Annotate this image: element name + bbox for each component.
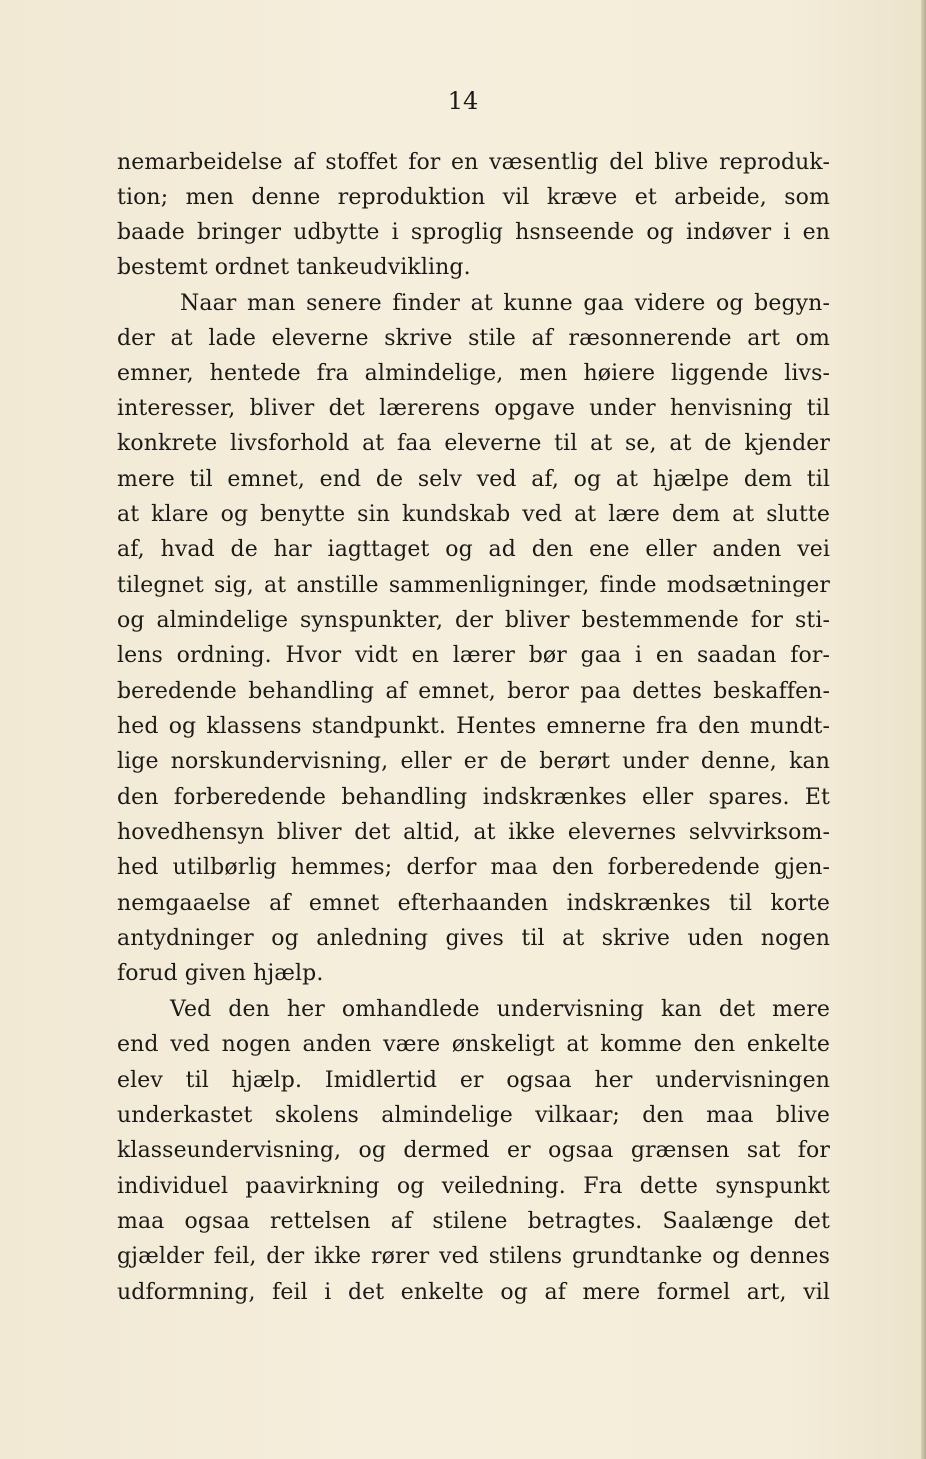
text-line: udformning, feil i det enkelte og af mere formel art, vil <box>117 1280 830 1305</box>
text-line: hovedhensyn bliver det altid, at ikke elevernes selvvirksom- <box>117 820 830 845</box>
text-line: mere til emnet, end de selv ved af, og at hjælpe dem til <box>117 467 830 492</box>
text-line: antydninger og anledning gives til at skrive uden nogen <box>117 926 830 951</box>
text-line: og almindelige synspunkter, der bliver bestemmende for sti- <box>117 608 830 633</box>
text-line: end ved nogen anden være ønskeligt at komme den enkelte <box>117 1032 830 1057</box>
text-line: konkrete livsforhold at faa eleverne til at se, at de kjender <box>117 431 830 456</box>
paragraph-first-line: Naar man senere finder at kunne gaa videre og begyn- <box>180 291 830 316</box>
paragraph-first-line: Ved den her omhandlede undervisning kan det mere <box>170 997 830 1022</box>
page-edge <box>921 0 926 1459</box>
page-number: 14 <box>447 87 479 115</box>
text-line: gjælder feil, der ikke rører ved stilens grundtanke og dennes <box>117 1244 830 1269</box>
text-line: nemgaaelse af emnet efterhaanden indskrænkes til korte <box>117 891 830 916</box>
text-line: hed og klassens standpunkt. Hentes emnerne fra den mundt- <box>117 714 830 739</box>
text-line: forud given hjælp. <box>117 961 324 986</box>
text-line: emner, hentede fra almindelige, men høiere liggende livs- <box>117 361 830 386</box>
text-line: elev til hjælp. Imidlertid er ogsaa her undervisningen <box>117 1068 830 1093</box>
text-line: lige norskundervisning, eller er de berørt under denne, kan <box>117 749 830 774</box>
text-line: af, hvad de har iagttaget og ad den ene eller anden vei <box>117 537 830 562</box>
text-line: bestemt ordnet tankeudvikling. <box>117 255 471 280</box>
text-line: tilegnet sig, at anstille sammenligninger, finde modsætninger <box>117 573 830 598</box>
text-line: klasseundervisning, og dermed er ogsaa grænsen sat for <box>117 1138 830 1163</box>
text-line: at klare og benytte sin kundskab ved at lære dem at slutte <box>117 502 830 527</box>
text-line: lens ordning. Hvor vidt en lærer bør gaa i en saadan for- <box>117 643 830 668</box>
text-line: baade bringer udbytte i sproglig hsnseende og indøver i en <box>117 220 830 245</box>
text-line: maa ogsaa rettelsen af stilene betragtes. Saalænge det <box>117 1209 830 1234</box>
text-line: individuel paavirkning og veiledning. Fra dette synspunkt <box>117 1174 830 1199</box>
text-line: beredende behandling af emnet, beror paa dettes beskaffen- <box>117 679 830 704</box>
text-line: nemarbeidelse af stoffet for en væsentlig del blive reproduk- <box>117 150 830 175</box>
text-line: den forberedende behandling indskrænkes eller spares. Et <box>117 785 830 810</box>
text-line: tion; men denne reproduktion vil kræve et arbeide, som <box>117 185 830 210</box>
text-line: der at lade eleverne skrive stile af ræsonnerende art om <box>117 326 830 351</box>
text-line: interesser, bliver det lærerens opgave under henvisning til <box>117 396 830 421</box>
text-line: underkastet skolens almindelige vilkaar; den maa blive <box>117 1103 830 1128</box>
text-line: hed utilbørlig hemmes; derfor maa den forberedende gjen- <box>117 855 830 880</box>
